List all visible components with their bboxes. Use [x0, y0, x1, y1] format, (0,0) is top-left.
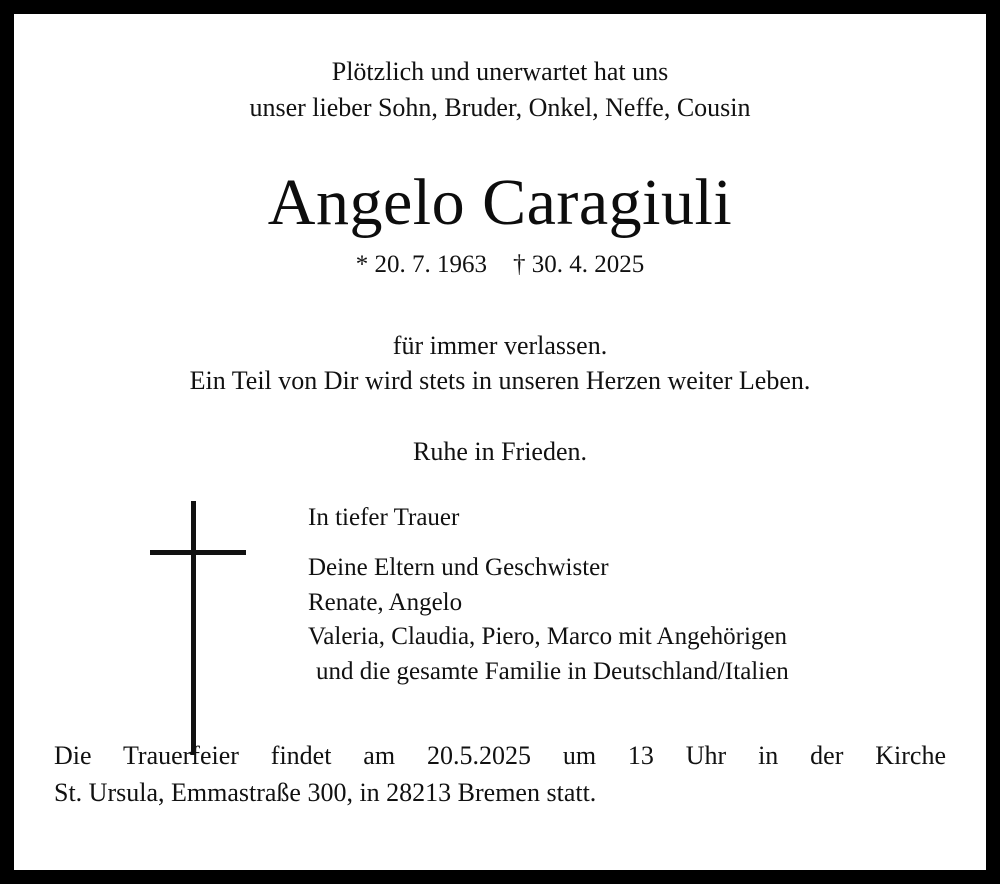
funeral-service-info — [54, 738, 946, 812]
notice-content — [14, 14, 986, 870]
intro-line-1: Plötzlich und unerwartet hat uns — [331, 57, 669, 86]
service-line-1: Die Trauerfeier findet am 20.5.2025 um 13 Uhr in der Kirche — [54, 741, 946, 771]
memorial-verse — [54, 329, 946, 399]
mourner-line: Valeria, Claudia, Piero, Marco mit Angehörigen — [308, 623, 788, 651]
cross-icon — [150, 501, 246, 755]
mourner-line: Deine Eltern und Geschwister — [308, 554, 609, 582]
rest-in-peace-line: Ruhe in Frieden. — [412, 436, 588, 466]
verse-line-1: für immer verlassen. — [392, 331, 608, 361]
death-date: † 30. 4. 2025 — [513, 251, 645, 279]
mourner-line: Renate, Angelo — [308, 588, 463, 616]
life-dates — [54, 251, 946, 279]
verse-line-2: Ein Teil von Dir wird stets in unseren Herzen weiter Leben. — [189, 365, 811, 395]
service-line-2: St. Ursula, Emmastraße 300, in 28213 Bremen statt. — [54, 778, 597, 808]
mourners-section — [54, 501, 946, 716]
mourning-lead: In tiefer Trauer — [308, 503, 460, 531]
mourners-list — [308, 501, 946, 690]
birth-date: * 20. 7. 1963 — [355, 251, 487, 279]
intro-line-2: unser lieber Sohn, Bruder, Onkel, Neffe, Cousin — [249, 92, 751, 122]
intro-text — [54, 54, 946, 126]
deceased-name: Angelo Caragiuli — [267, 165, 733, 239]
mourner-line: und die gesamte Familie in Deutschland/Italien — [316, 657, 789, 685]
